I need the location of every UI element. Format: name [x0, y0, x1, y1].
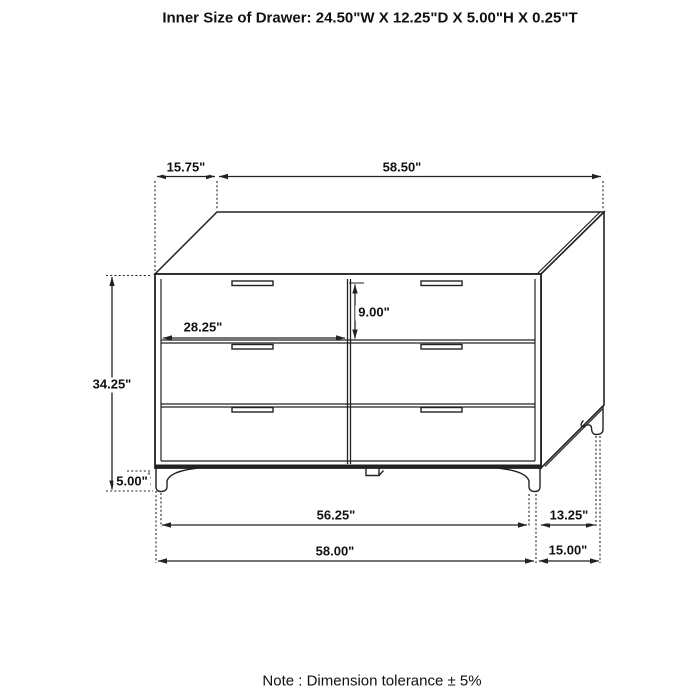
- dim-label-leg-height: 5.00": [113, 475, 150, 490]
- diagram-title: Inner Size of Drawer: 24.50"W X 12.25"D X 5.00"H X 0.25"T: [162, 9, 578, 27]
- dim-label-top-width: 58.50": [380, 161, 425, 176]
- handle-top-right: [421, 281, 462, 286]
- dim-label-drawer-width: 28.25": [181, 321, 226, 336]
- dresser-front-face: [155, 274, 541, 468]
- dresser-top-face: [155, 212, 604, 278]
- tolerance-note: Note : Dimension tolerance ± 5%: [262, 672, 482, 690]
- handle-top-left: [232, 281, 273, 286]
- handle-bottom-left: [232, 408, 273, 413]
- handle-middle-right: [421, 345, 462, 350]
- handle-middle-left: [232, 345, 273, 350]
- handle-bottom-right: [421, 408, 462, 413]
- dim-label-front-leg-span: 56.25": [314, 509, 359, 524]
- dim-label-side-leg-span: 13.25": [547, 509, 592, 524]
- dim-label-overall-width: 58.00": [313, 545, 358, 560]
- dim-label-overall-height: 34.25": [90, 378, 135, 393]
- dim-label-drawer-height: 9.00": [355, 306, 392, 321]
- dim-label-overall-depth: 15.00": [546, 544, 591, 559]
- dim-label-top-offset: 15.75": [164, 161, 209, 176]
